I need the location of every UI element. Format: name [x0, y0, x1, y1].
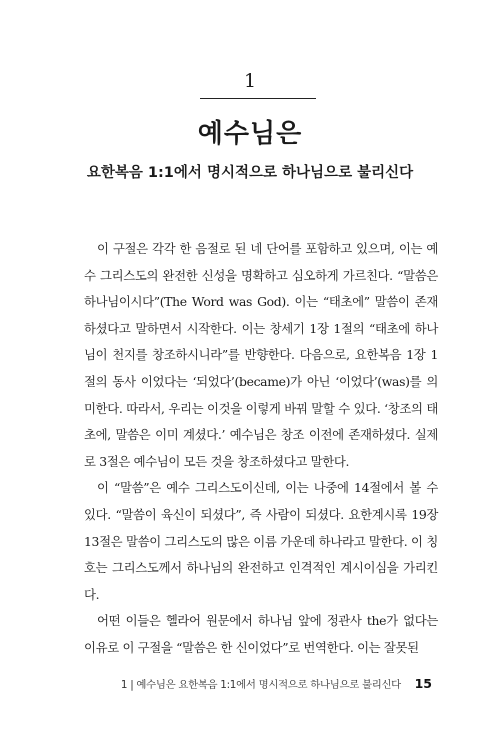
chapter-divider: [200, 98, 316, 99]
chapter-number: 1: [243, 70, 257, 92]
page-footer: [121, 676, 432, 693]
paragraph-3: 어떤 이들은 헬라어 원문에서 하나님 앞에 정관사 the가 없다는 이유로 이 구절을 “말씀은 한 신이었다”로 번역한다. 이는 잘못된: [84, 613, 438, 655]
chapter-subtitle: 요한복음 1:1에서 명시적으로 하나님으로 불리신다: [86, 165, 414, 181]
paragraph-1: 이 구절은 각각 한 음절로 된 네 단어를 포함하고 있으며, 이는 예수 그리스도의 완전한 신성을 명확하고 심오하게 가르친다. “말씀은 하나님이시다”(The Word was God). 이는 “태초에” 말씀이 존재하셨다고 말하면서 시작한다. 이는 창세기 1장 1절의 “태초에 하나님이 천지를 창조하시니라”를 반향한다. 다음으로, 요한복음 1장 1절의 동사 이었다는 ‘되었다’(became)가 아닌 ‘이었다’(was)를 의미한다. 따라서, 우리는 이것을 이렇게 바꿔 말할 수 있다. ‘창조의 태초에, 말씀은 이미 계셨다.’ 예수님은 창조 이전에 존재하셨다. 실제로 3절은 예수님이 모든 것을 창조하셨다고 말한다.: [84, 241, 439, 469]
body-text: [84, 236, 438, 662]
chapter-title: 예수님은: [197, 119, 303, 149]
running-head: 1 | 예수님은 요한복음 1:1에서 명시적으로 하나님으로 불리신다: [120, 679, 401, 691]
paragraph-2: 이 “말씀”은 예수 그리스도이신데, 이는 나중에 14절에서 볼 수 있다. “말씀이 육신이 되셨다”, 즉 사람이 되셨다. 요한계시록 19장 13절은 말씀이 그리스도의 많은 이름 가운데 하나라고 말한다. 이 칭호는 그리스도께서 하나님의 완전하고 인격적인 계시이심을 가리킨다.: [84, 480, 438, 602]
page-number: 15: [414, 676, 432, 691]
